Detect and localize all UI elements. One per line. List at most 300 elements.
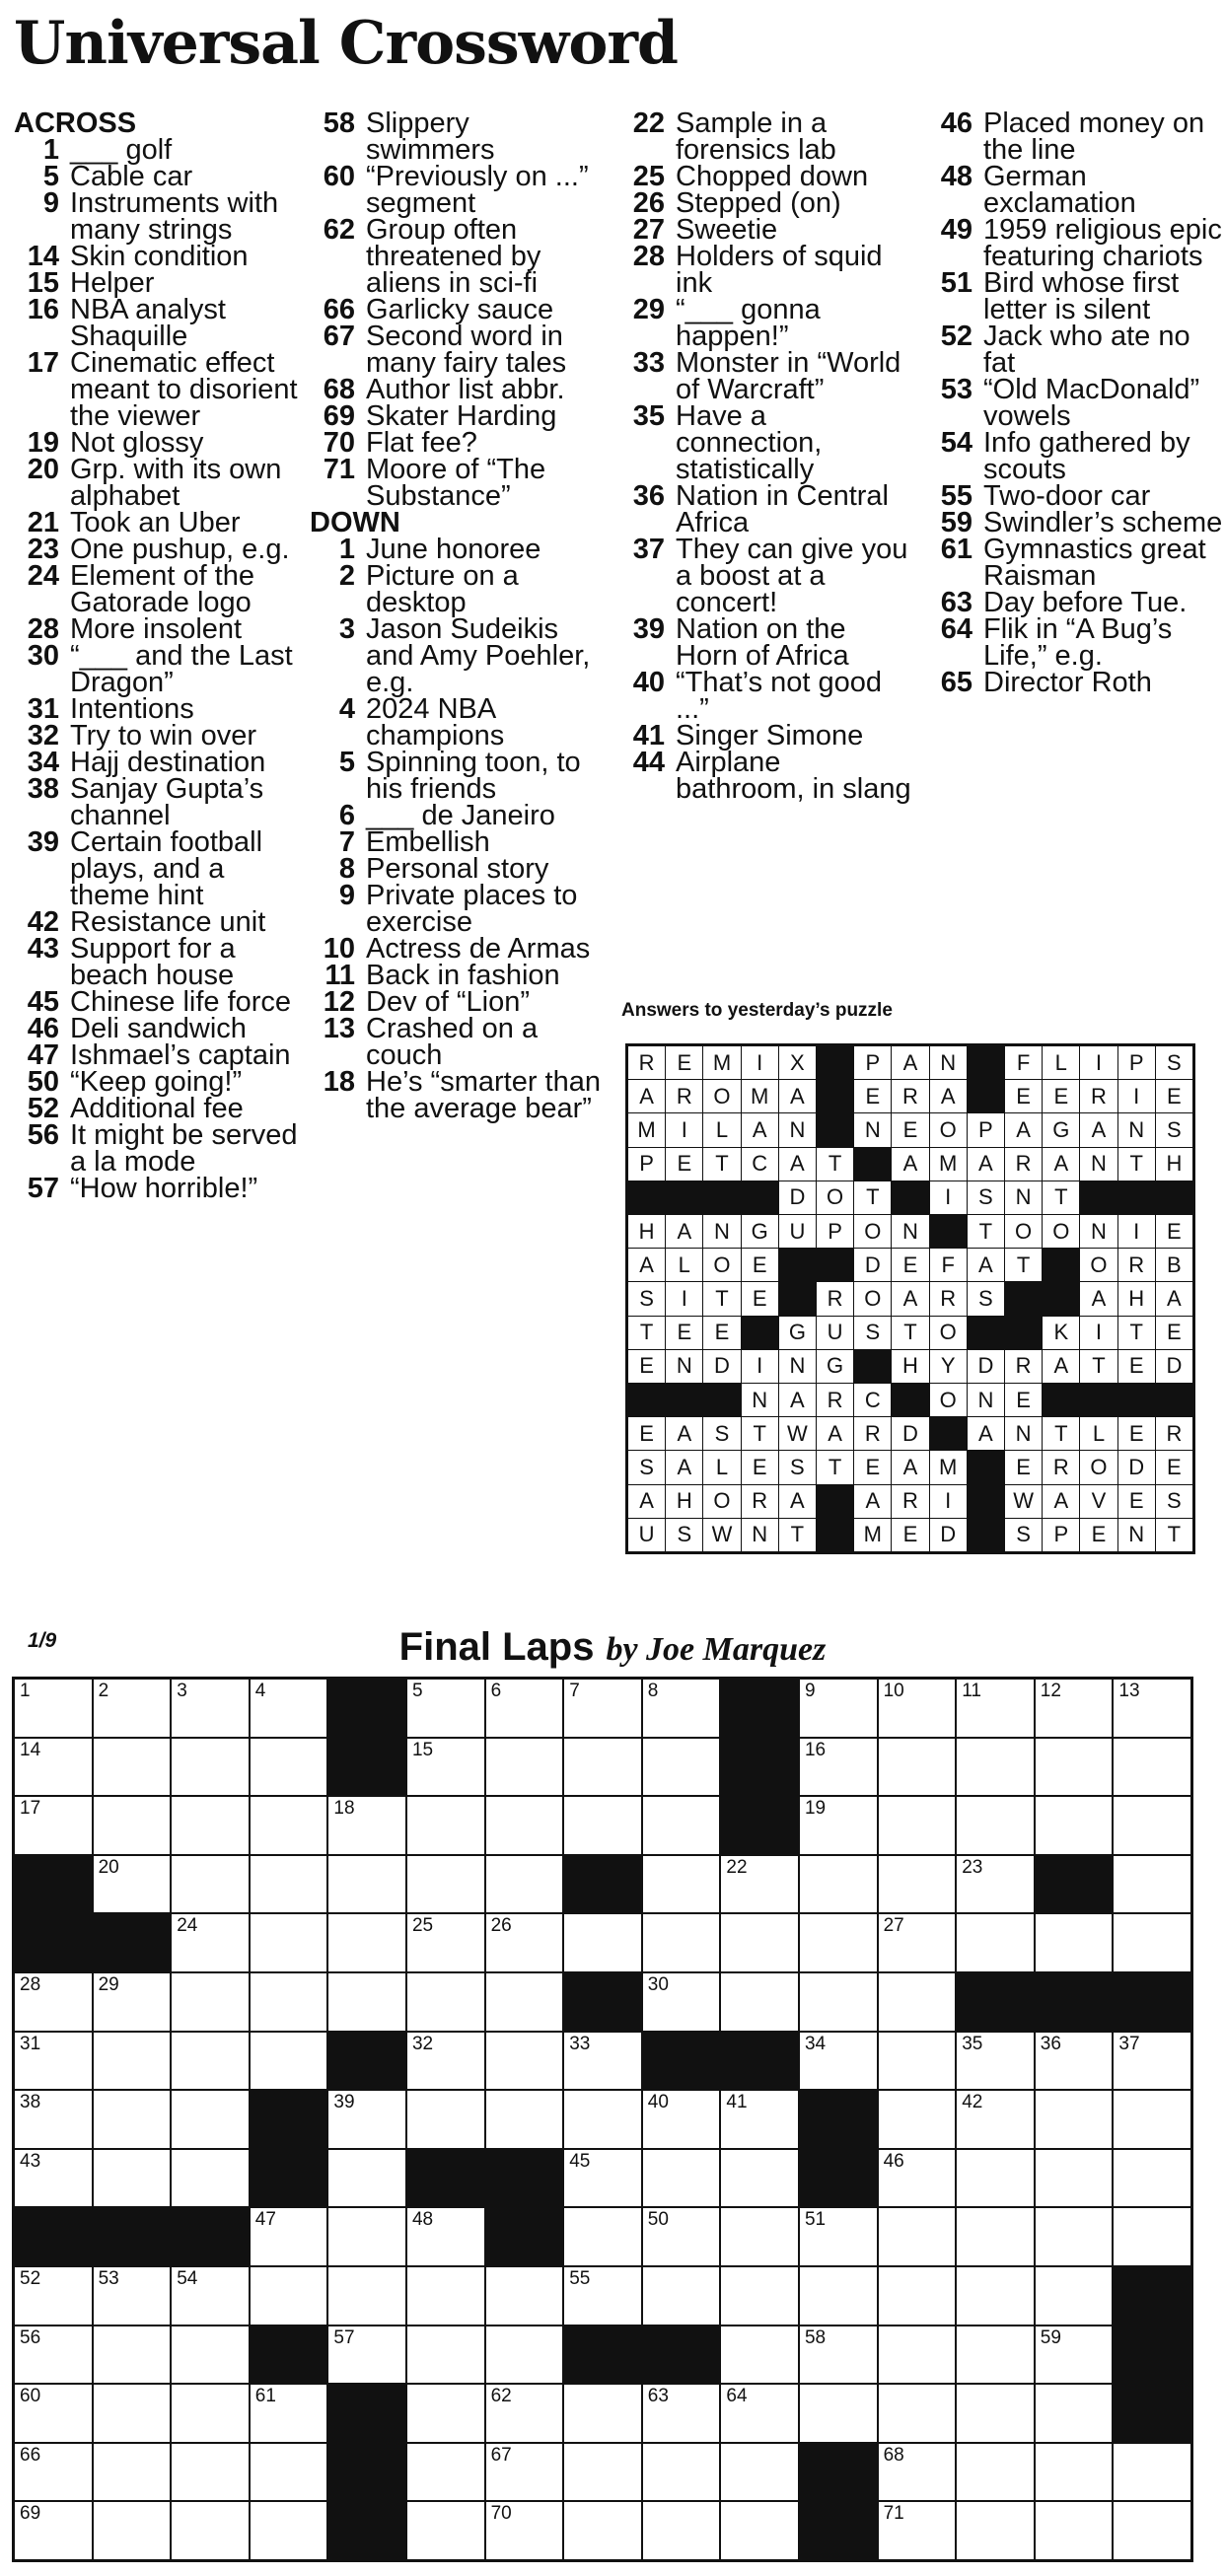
clue-number: 71 <box>323 454 355 485</box>
grid-cell[interactable] <box>1114 2150 1190 2207</box>
grid-cell[interactable] <box>800 1914 877 1971</box>
cell-number: 61 <box>254 2386 276 2407</box>
grid-cell[interactable] <box>15 2267 92 2325</box>
grid-cell[interactable] <box>879 2326 956 2384</box>
cell-number: 14 <box>20 1739 41 1760</box>
grid-cell[interactable] <box>643 2444 720 2501</box>
clue-item <box>310 560 606 618</box>
grid-cell[interactable] <box>172 1973 249 2031</box>
clue-text: Nation on the Horn of Africa <box>676 613 849 672</box>
grid-cell[interactable] <box>15 2326 92 2384</box>
grid-cell[interactable] <box>251 1797 327 1854</box>
grid-cell[interactable] <box>172 2150 249 2207</box>
grid-cell[interactable] <box>1114 1680 1190 1737</box>
grid-cell[interactable] <box>957 2444 1034 2501</box>
answer-letter: L <box>666 1249 702 1281</box>
grid-cell[interactable] <box>172 2502 249 2559</box>
answer-letter: R <box>1156 1417 1192 1450</box>
grid-cell[interactable] <box>957 1680 1034 1737</box>
grid-cell[interactable] <box>564 2033 641 2090</box>
clue-text: Cable car <box>70 161 193 192</box>
answer-letter: A <box>1080 1113 1117 1146</box>
grid-cell[interactable] <box>251 2502 327 2559</box>
grid-cell[interactable] <box>800 1797 877 1854</box>
grid-cell[interactable] <box>879 2091 956 2148</box>
answer-black-square <box>930 1215 967 1248</box>
grid-cell[interactable] <box>172 1680 249 1737</box>
grid-cell[interactable] <box>957 2033 1034 2090</box>
grid-cell[interactable] <box>564 1797 641 1854</box>
answer-letter: A <box>968 1148 1004 1181</box>
clue-text: Jason Sudeikis and Amy Poehler, e.g. <box>366 613 591 698</box>
clue-item <box>310 853 606 885</box>
cell-number: 16 <box>804 1739 827 1760</box>
grid-cell[interactable] <box>15 1797 92 1854</box>
grid-cell[interactable] <box>486 1797 563 1854</box>
answer-letter: T <box>817 1451 853 1483</box>
grid-cell[interactable] <box>564 2385 641 2442</box>
grid-cell[interactable] <box>800 1739 877 1796</box>
answer-letter: M <box>742 1080 778 1112</box>
grid-cell[interactable] <box>328 1914 405 1971</box>
grid-cell[interactable] <box>15 2033 92 2090</box>
grid-cell[interactable] <box>721 2267 798 2325</box>
grid-cell[interactable] <box>94 2091 171 2148</box>
grid-cell[interactable] <box>407 2385 484 2442</box>
puzzle-name: Final Laps <box>398 1625 595 1669</box>
cell-number: 3 <box>177 1681 187 1701</box>
grid-cell[interactable] <box>721 2208 798 2265</box>
clue-item <box>927 613 1223 672</box>
cell-number: 26 <box>490 1915 512 1937</box>
grid-cell[interactable] <box>564 2502 641 2559</box>
grid-cell[interactable] <box>328 2326 405 2384</box>
clue-number: 62 <box>323 214 355 246</box>
grid-cell[interactable] <box>15 2091 92 2148</box>
grid-cell[interactable] <box>721 1914 798 1971</box>
grid-cell[interactable] <box>328 2267 405 2325</box>
black-square <box>1036 1856 1113 1913</box>
grid-cell[interactable] <box>1036 1680 1113 1737</box>
clue-number: 18 <box>323 1066 355 1098</box>
grid-cell[interactable] <box>1114 1797 1190 1854</box>
grid-cell[interactable] <box>94 2385 171 2442</box>
grid-cell[interactable] <box>957 1797 1034 1854</box>
cell-number: 35 <box>962 2033 983 2054</box>
clue-text: Swindler’s scheme <box>983 507 1223 538</box>
answer-black-square <box>1043 1249 1079 1281</box>
grid-cell[interactable] <box>957 2150 1034 2207</box>
clue-item <box>619 107 915 166</box>
grid-cell[interactable] <box>800 2208 877 2265</box>
grid-cell[interactable] <box>328 2150 405 2207</box>
answer-letter: N <box>742 1519 778 1551</box>
grid-cell[interactable] <box>957 2385 1034 2442</box>
answer-letter: C <box>742 1148 778 1181</box>
clue-text: Second word in many fairy tales <box>366 321 567 379</box>
clue-text: Nation in Central Africa <box>676 480 889 538</box>
answer-letter: O <box>930 1384 967 1416</box>
grid-cell[interactable] <box>879 1914 956 1971</box>
grid-cell[interactable] <box>879 2502 956 2559</box>
grid-cell[interactable] <box>172 2033 249 2090</box>
grid-cell[interactable] <box>251 1680 327 1737</box>
grid-cell[interactable] <box>721 2444 798 2501</box>
answer-black-square <box>968 1519 1004 1551</box>
grid-cell[interactable] <box>721 1973 798 2031</box>
grid-cell[interactable] <box>407 2033 484 2090</box>
black-square <box>800 2091 877 2148</box>
black-square <box>15 2208 92 2265</box>
grid-cell[interactable] <box>879 1739 956 1796</box>
grid-cell[interactable] <box>800 1856 877 1913</box>
answer-letter: O <box>1005 1215 1042 1248</box>
clue-number: 50 <box>27 1066 59 1098</box>
clue-number: 54 <box>940 427 973 459</box>
answer-letter: E <box>854 1080 891 1112</box>
clue-item <box>619 720 915 751</box>
grid-cell[interactable] <box>328 2208 405 2265</box>
grid-cell[interactable] <box>879 2385 956 2442</box>
grid-cell[interactable] <box>172 1797 249 1854</box>
clue-number: 46 <box>27 1013 59 1044</box>
grid-cell[interactable] <box>643 2502 720 2559</box>
answer-letter: C <box>854 1384 891 1416</box>
grid-cell[interactable] <box>94 1856 171 1913</box>
cell-number: 33 <box>569 2033 591 2054</box>
clue-item <box>14 773 310 831</box>
grid-cell[interactable] <box>486 2091 563 2148</box>
clue-text: Sample in a forensics lab <box>676 107 836 166</box>
grid-cell[interactable] <box>800 2326 877 2384</box>
grid-cell[interactable] <box>486 1856 563 1913</box>
clue-number: 63 <box>940 587 973 618</box>
grid-cell[interactable] <box>564 2150 641 2207</box>
grid-cell[interactable] <box>94 2502 171 2559</box>
grid-cell[interactable] <box>94 2150 171 2207</box>
grid-cell[interactable] <box>879 2444 956 2501</box>
grid-cell[interactable] <box>251 1914 327 1971</box>
black-square <box>94 2208 171 2265</box>
grid-cell[interactable] <box>486 2267 563 2325</box>
grid-cell[interactable] <box>251 1973 327 2031</box>
grid-cell[interactable] <box>172 2267 249 2325</box>
grid-cell[interactable] <box>15 2502 92 2559</box>
grid-cell[interactable] <box>94 1739 171 1796</box>
grid-cell[interactable] <box>251 2033 327 2090</box>
grid-cell[interactable] <box>643 1797 720 1854</box>
clue-text: Director Roth <box>983 667 1152 698</box>
answer-letter: D <box>1118 1451 1155 1483</box>
cell-number: 1 <box>20 1681 31 1701</box>
grid-cell[interactable] <box>564 1739 641 1796</box>
grid-cell[interactable] <box>800 2267 877 2325</box>
grid-cell[interactable] <box>564 2208 641 2265</box>
answer-letter: I <box>742 1046 778 1079</box>
clue-text: “That’s not good ...” <box>676 667 883 725</box>
clue-number: 28 <box>632 241 665 272</box>
answer-letter: S <box>779 1451 816 1483</box>
grid-cell[interactable] <box>1114 2208 1190 2265</box>
clue-number: 70 <box>323 427 355 459</box>
answer-letter: P <box>1043 1519 1079 1551</box>
grid-cell[interactable] <box>564 2444 641 2501</box>
grid-cell[interactable] <box>328 2091 405 2148</box>
cell-number: 4 <box>254 1681 266 1701</box>
clue-number: 52 <box>940 321 973 352</box>
clue-text: It might be served a la mode <box>70 1119 298 1178</box>
answer-letter: T <box>1118 1317 1155 1349</box>
grid-cell[interactable] <box>407 2091 484 2148</box>
grid-cell[interactable] <box>1036 1914 1113 1971</box>
grid-cell[interactable] <box>957 2267 1034 2325</box>
grid-cell[interactable] <box>172 1739 249 1796</box>
answer-black-square <box>817 1519 853 1551</box>
clue-number: 17 <box>27 347 59 379</box>
grid-cell[interactable] <box>1114 1739 1190 1796</box>
grid-cell[interactable] <box>407 2326 484 2384</box>
clue-item <box>927 214 1223 272</box>
answer-letter: E <box>1156 1080 1192 1112</box>
grid-cell[interactable] <box>407 1797 484 1854</box>
grid-cell[interactable] <box>94 1680 171 1737</box>
grid-cell[interactable] <box>564 1680 641 1737</box>
grid-cell[interactable] <box>486 2502 563 2559</box>
grid-cell[interactable] <box>251 1739 327 1796</box>
clue-text: Support for a beach house <box>70 933 236 991</box>
clue-number: 58 <box>323 107 355 139</box>
answer-letter: S <box>968 1282 1004 1315</box>
grid-cell[interactable] <box>643 2091 720 2148</box>
grid-cell[interactable] <box>643 1914 720 1971</box>
answer-black-square <box>968 1046 1004 1079</box>
grid-cell[interactable] <box>879 2208 956 2265</box>
answer-letter: D <box>930 1519 967 1551</box>
grid-cell[interactable] <box>1036 2326 1113 2384</box>
clue-item <box>619 480 915 538</box>
answer-letter: A <box>628 1485 665 1518</box>
clue-item <box>619 400 915 485</box>
grid-cell[interactable] <box>94 2444 171 2501</box>
grid-cell[interactable] <box>721 2091 798 2148</box>
grid-cell[interactable] <box>1114 2502 1190 2559</box>
grid-cell[interactable] <box>957 2208 1034 2265</box>
grid-cell[interactable] <box>407 1680 484 1737</box>
grid-cell[interactable] <box>879 1680 956 1737</box>
clue-text: 2024 NBA champions <box>366 693 505 751</box>
grid-cell[interactable] <box>1036 2444 1113 2501</box>
grid-cell[interactable] <box>1036 2091 1113 2148</box>
cell-number: 69 <box>20 2503 41 2525</box>
grid-cell[interactable] <box>251 2385 327 2442</box>
grid-cell[interactable] <box>643 2150 720 2207</box>
grid-cell[interactable] <box>879 2150 956 2207</box>
clue-number: 39 <box>632 613 665 645</box>
answer-letter: E <box>742 1282 778 1315</box>
grid-cell[interactable] <box>407 2208 484 2265</box>
clue-text: Singer Simone <box>676 720 864 751</box>
cell-number: 36 <box>1040 2033 1061 2054</box>
answer-letter: I <box>930 1181 967 1214</box>
grid-cell[interactable] <box>643 2208 720 2265</box>
grid-cell[interactable] <box>957 2502 1034 2559</box>
grid-cell[interactable] <box>1114 1856 1190 1913</box>
grid-cell[interactable] <box>1036 2267 1113 2325</box>
grid-cell[interactable] <box>486 1973 563 2031</box>
grid-cell[interactable] <box>486 2326 563 2384</box>
grid-cell[interactable] <box>251 2267 327 2325</box>
answer-letter: A <box>968 1417 1004 1450</box>
grid-cell[interactable] <box>643 1739 720 1796</box>
grid-cell[interactable] <box>172 2385 249 2442</box>
grid-cell[interactable] <box>486 2033 563 2090</box>
cell-number: 50 <box>647 2209 669 2231</box>
grid-cell[interactable] <box>15 1680 92 1737</box>
grid-cell[interactable] <box>407 1856 484 1913</box>
grid-cell[interactable] <box>15 2385 92 2442</box>
grid-cell[interactable] <box>564 2091 641 2148</box>
grid-cell[interactable] <box>800 2385 877 2442</box>
grid-cell[interactable] <box>94 2326 171 2384</box>
grid-cell[interactable] <box>15 2150 92 2207</box>
grid-cell[interactable] <box>486 1680 563 1737</box>
grid-cell[interactable] <box>15 1973 92 2031</box>
grid-cell[interactable] <box>879 1856 956 1913</box>
grid-cell[interactable] <box>407 1914 484 1971</box>
grid-cell[interactable] <box>721 2385 798 2442</box>
grid-cell[interactable] <box>957 1739 1034 1796</box>
clue-number: 38 <box>27 773 59 805</box>
grid-cell[interactable] <box>1036 1797 1113 1854</box>
cell-number: 68 <box>883 2444 904 2466</box>
grid-cell[interactable] <box>407 1973 484 2031</box>
answer-letter: T <box>968 1215 1004 1248</box>
answer-letter: M <box>930 1148 967 1181</box>
grid-cell[interactable] <box>251 1856 327 1913</box>
grid-cell[interactable] <box>407 1739 484 1796</box>
grid-cell[interactable] <box>15 2444 92 2501</box>
grid-cell[interactable] <box>879 2267 956 2325</box>
clue-number: 48 <box>940 161 973 192</box>
grid-cell[interactable] <box>957 2326 1034 2384</box>
grid-cell[interactable] <box>1114 2091 1190 2148</box>
grid-cell[interactable] <box>172 1856 249 1913</box>
grid-cell[interactable] <box>486 2385 563 2442</box>
grid-cell[interactable] <box>172 2444 249 2501</box>
answer-letter: E <box>666 1046 702 1079</box>
grid-cell[interactable] <box>328 1973 405 2031</box>
grid-cell[interactable] <box>1114 2033 1190 2090</box>
answer-letter: A <box>628 1249 665 1281</box>
answer-letter: I <box>1118 1080 1155 1112</box>
grid-cell[interactable] <box>251 2208 327 2265</box>
grid-cell[interactable] <box>721 1856 798 1913</box>
clue-text: Crashed on a couch <box>366 1013 539 1071</box>
grid-cell[interactable] <box>879 1797 956 1854</box>
clue-text: Bird whose first letter is silent <box>983 267 1180 325</box>
grid-cell[interactable] <box>1036 2502 1113 2559</box>
answer-letter: R <box>892 1485 928 1518</box>
answer-black-square <box>1156 1181 1192 1214</box>
grid-cell[interactable] <box>564 2267 641 2325</box>
grid-cell[interactable] <box>879 2033 956 2090</box>
crossword-grid <box>12 1677 1193 2562</box>
grid-cell[interactable] <box>1036 2150 1113 2207</box>
grid-cell[interactable] <box>800 1973 877 2031</box>
grid-cell[interactable] <box>564 1914 641 1971</box>
grid-cell[interactable] <box>1114 1914 1190 1971</box>
grid-cell[interactable] <box>721 2326 798 2384</box>
grid-cell[interactable] <box>957 2091 1034 2148</box>
grid-cell[interactable] <box>94 1973 171 2031</box>
clue-item <box>619 534 915 618</box>
grid-cell[interactable] <box>800 2033 877 2090</box>
clue-text: Holders of squid ink <box>676 241 883 299</box>
grid-cell[interactable] <box>328 1797 405 1854</box>
grid-cell[interactable] <box>407 2502 484 2559</box>
answer-letter: E <box>628 1350 665 1383</box>
black-square <box>486 2150 563 2207</box>
answer-letter: A <box>666 1451 702 1483</box>
grid-cell[interactable] <box>486 1914 563 1971</box>
grid-cell[interactable] <box>486 1739 563 1796</box>
answer-letter: I <box>742 1350 778 1383</box>
grid-cell[interactable] <box>643 1973 720 2031</box>
grid-cell[interactable] <box>172 2091 249 2148</box>
grid-cell[interactable] <box>721 2502 798 2559</box>
clue-item <box>927 667 1223 698</box>
clue-number: 67 <box>323 321 355 352</box>
clue-number: 34 <box>27 747 59 778</box>
grid-cell[interactable] <box>172 1914 249 1971</box>
grid-cell[interactable] <box>643 2267 720 2325</box>
grid-cell[interactable] <box>800 1680 877 1737</box>
grid-cell[interactable] <box>1036 2385 1113 2442</box>
clue-text: Garlicky sauce <box>366 294 554 325</box>
grid-cell[interactable] <box>1114 2444 1190 2501</box>
grid-cell[interactable] <box>407 2444 484 2501</box>
grid-cell[interactable] <box>94 1797 171 1854</box>
cell-number: 31 <box>20 2033 41 2054</box>
grid-cell[interactable] <box>1036 2208 1113 2265</box>
grid-cell[interactable] <box>643 1856 720 1913</box>
grid-cell[interactable] <box>94 2267 171 2325</box>
grid-cell[interactable] <box>643 1680 720 1737</box>
grid-cell[interactable] <box>15 1739 92 1796</box>
grid-cell[interactable] <box>172 2326 249 2384</box>
answer-letter: P <box>628 1148 665 1181</box>
grid-cell[interactable] <box>957 1914 1034 1971</box>
grid-cell[interactable] <box>94 2033 171 2090</box>
grid-cell[interactable] <box>957 1856 1034 1913</box>
clue-item <box>14 347 310 432</box>
answer-letter: A <box>666 1215 702 1248</box>
grid-cell[interactable] <box>251 2444 327 2501</box>
grid-cell[interactable] <box>1036 2033 1113 2090</box>
grid-cell[interactable] <box>643 2385 720 2442</box>
answer-letter: T <box>628 1317 665 1349</box>
cell-number: 7 <box>569 1681 580 1701</box>
grid-cell[interactable] <box>1036 1739 1113 1796</box>
cell-number: 43 <box>20 2150 41 2172</box>
grid-cell[interactable] <box>721 2150 798 2207</box>
grid-cell[interactable] <box>328 1856 405 1913</box>
grid-cell[interactable] <box>879 1973 956 2031</box>
grid-cell[interactable] <box>486 2444 563 2501</box>
grid-cell[interactable] <box>407 2267 484 2325</box>
clue-number: 26 <box>632 187 665 219</box>
black-square <box>564 1856 641 1913</box>
